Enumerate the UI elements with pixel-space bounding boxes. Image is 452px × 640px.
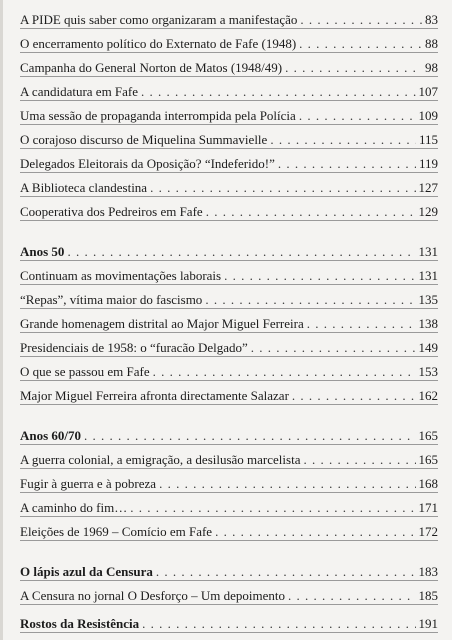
toc-leader-dots (285, 60, 422, 76)
toc-entry-page: 172 (418, 524, 438, 539)
toc-leader-dots (288, 588, 415, 604)
toc-entry-title: A Censura no jornal O Desforço – Um depoimento (20, 588, 286, 603)
toc-entry-page: 119 (418, 156, 438, 171)
toc-entry-page: 185 (418, 588, 438, 603)
toc-entry-page: 138 (418, 316, 438, 331)
toc-section-title: O lápis azul da Censura (20, 564, 153, 579)
toc-entry (20, 8, 438, 29)
toc-entry-page: 165 (418, 452, 438, 467)
toc-entry-title: Presidenciais de 1958: o “furacão Delgado” (20, 340, 248, 355)
toc-leader-dots (159, 476, 415, 492)
toc-leader-dots (205, 292, 415, 308)
toc-entry (20, 312, 438, 333)
toc-section-heading (20, 424, 438, 445)
toc-entry-title: Uma sessão de propaganda interrompida pela Polícia (20, 108, 296, 123)
toc-leader-dots (251, 340, 416, 356)
toc-leader-dots (84, 428, 415, 444)
toc-leader-dots (300, 12, 422, 28)
toc-leader-dots (299, 108, 416, 124)
toc-leader-dots (206, 204, 416, 220)
toc-entry-page: 162 (418, 388, 438, 403)
toc-leader-dots (67, 244, 415, 260)
toc-leader-dots (224, 268, 415, 284)
toc-entry (20, 384, 438, 405)
toc-entry (20, 360, 438, 381)
toc-leader-dots (307, 316, 416, 332)
toc-entry-title: A candidatura em Fafe (20, 84, 139, 99)
toc-entry-page: 129 (418, 204, 438, 219)
toc-entry-page: 107 (418, 84, 438, 99)
toc-entry-title: A Biblioteca clandestina (20, 180, 148, 195)
toc-entry-title: Cooperativa dos Pedreiros em Fafe (20, 204, 203, 219)
toc-leader-dots (299, 36, 422, 52)
toc-entry-title: O encerramento político do Externato de Fafe (1948) (20, 36, 297, 51)
toc-section-page: 131 (418, 244, 438, 259)
toc-entry-page: 168 (418, 476, 438, 491)
toc-entry (20, 56, 438, 77)
toc-section-heading (20, 240, 438, 261)
toc-section-title: Anos 60/70 (20, 428, 82, 443)
toc-leader-dots (150, 180, 415, 196)
toc-entry-page: 153 (418, 364, 438, 379)
toc-section-heading (20, 612, 438, 633)
toc-leader-dots (153, 364, 416, 380)
toc-entry (20, 520, 438, 541)
toc-entry (20, 200, 438, 221)
toc-entry-page: 98 (425, 60, 438, 75)
toc-entry-title: A guerra colonial, a emigração, a desilusão marcelista (20, 452, 301, 467)
toc-entry-page: 88 (425, 36, 438, 51)
toc-entry-title: “Repas”, vítima maior do fascismo (20, 292, 203, 307)
toc-entry (20, 104, 438, 125)
toc-leader-dots (215, 524, 415, 540)
toc-entry-title: A caminho do fim… (20, 500, 128, 515)
toc-entry-title: A PIDE quis saber como organizaram a manifestação (20, 12, 298, 27)
toc-entry (20, 448, 438, 469)
toc-entry-title: Grande homenagem distrital ao Major Miguel Ferreira (20, 316, 304, 331)
toc-section-page: 165 (418, 428, 438, 443)
toc-entry-title: Campanha do General Norton de Matos (1948/49) (20, 60, 283, 75)
toc-leader-dots (156, 564, 416, 580)
toc-section-title: Anos 50 (20, 244, 65, 259)
book-spine-shadow (0, 0, 3, 640)
toc-entry (20, 584, 438, 605)
toc-entry (20, 472, 438, 493)
toc-leader-dots (130, 500, 415, 516)
toc-entry-page: 115 (418, 132, 438, 147)
toc-entry (20, 496, 438, 517)
toc-section-page: 183 (418, 564, 438, 579)
toc-entry (20, 176, 438, 197)
toc-entry-title: Fugir à guerra e à pobreza (20, 476, 157, 491)
toc-section-title: Rostos da Resistência (20, 616, 140, 631)
toc-leader-dots (303, 452, 415, 468)
toc-entry-title: O que se passou em Fafe (20, 364, 150, 379)
toc-leader-dots (278, 156, 416, 172)
toc-entry (20, 32, 438, 53)
toc-entry-title: Continuam as movimentações laborais (20, 268, 222, 283)
toc-entry-page: 131 (418, 268, 438, 283)
toc-entry (20, 264, 438, 285)
toc-leader-dots (270, 132, 416, 148)
toc-section-page: 191 (418, 616, 438, 631)
toc-entry-page: 135 (418, 292, 438, 307)
toc-entry-page: 171 (418, 500, 438, 515)
toc-entry-title: Eleições de 1969 – Comício em Fafe (20, 524, 213, 539)
toc-leader-dots (142, 616, 415, 632)
toc-entry-title: Delegados Eleitorais da Oposição? “Indeferido!” (20, 156, 275, 171)
toc-entry-page: 83 (425, 12, 438, 27)
toc-entry-page: 109 (418, 108, 438, 123)
toc-leader-dots (141, 84, 415, 100)
toc-entry (20, 288, 438, 309)
toc-entry (20, 128, 438, 149)
toc-section-heading (20, 560, 438, 581)
toc-entry (20, 152, 438, 173)
toc-entry-page: 127 (418, 180, 438, 195)
toc-entry-title: Major Miguel Ferreira afronta directamente Salazar (20, 388, 289, 403)
toc-leader-dots (292, 388, 416, 404)
toc-entry-page: 149 (418, 340, 438, 355)
toc-entry-title: O corajoso discurso de Miquelina Summavielle (20, 132, 268, 147)
toc-entry (20, 336, 438, 357)
toc-entry (20, 80, 438, 101)
